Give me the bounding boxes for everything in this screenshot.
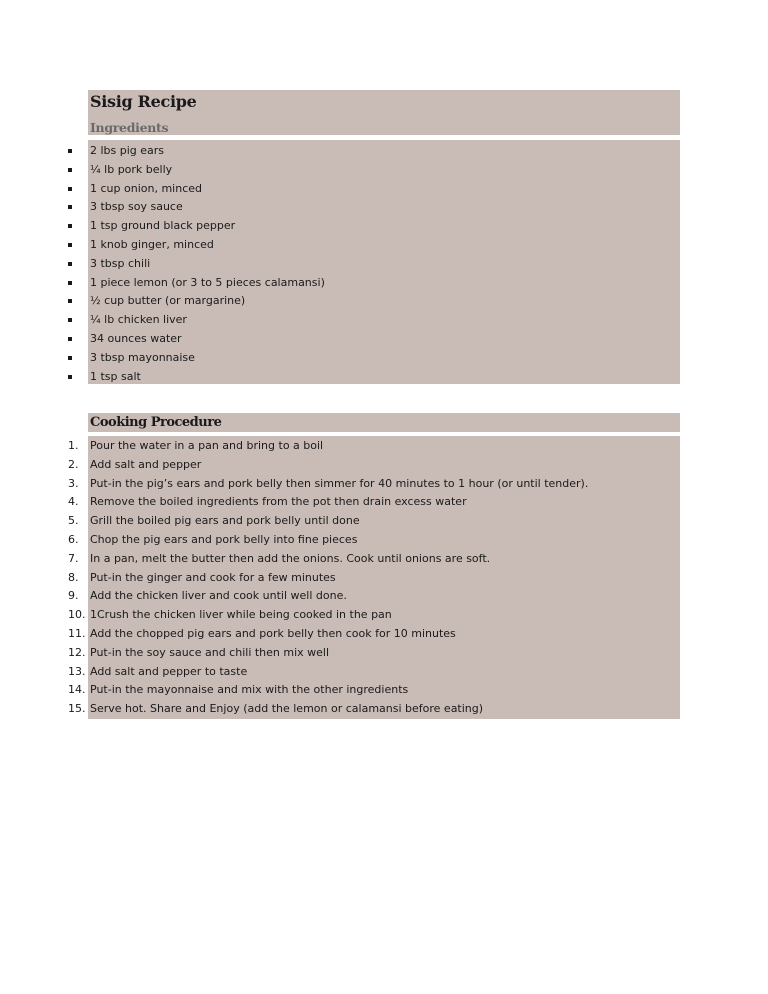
procedure-step: [0, 700, 680, 719]
ingredient-item: [0, 142, 680, 161]
step-number: 12.: [68, 645, 86, 659]
procedure-step: [0, 681, 680, 700]
ingredient-item: [0, 349, 680, 368]
bullet-icon: [68, 224, 72, 228]
step-number: 9.: [68, 589, 79, 603]
bullet-icon: [68, 187, 72, 191]
step-number: 1.: [68, 439, 79, 452]
step-text: Remove the boiled ingredients from the pot then drain excess water: [90, 495, 467, 509]
procedure-step: [0, 456, 680, 475]
bullet-icon: [68, 318, 72, 322]
bullet-icon: [68, 149, 72, 153]
ingredients-heading: Ingredients: [90, 120, 169, 135]
step-number: 5.: [68, 514, 79, 528]
step-number: 3.: [68, 476, 79, 490]
procedure-step: [0, 587, 680, 606]
ingredient-item: [0, 330, 680, 349]
page-title: Sisig Recipe: [90, 92, 197, 111]
ingredient-text: 1 piece lemon (or 3 to 5 pieces calamansi): [90, 275, 325, 289]
ingredient-item: [0, 368, 680, 387]
step-number: 2.: [68, 457, 79, 471]
procedure-heading: Cooking Procedure: [90, 415, 222, 430]
step-text: Add salt and pepper: [90, 457, 202, 471]
procedure-step: [0, 569, 680, 588]
step-number: 10.: [68, 608, 86, 622]
bullet-icon: [68, 262, 72, 266]
ingredient-item: [0, 292, 680, 311]
step-text: Pour the water in a pan and bring to a boil: [90, 439, 324, 452]
procedure-step: [0, 663, 680, 682]
ingredient-text: 2 lbs pig ears: [90, 144, 165, 157]
ingredient-text: ½ cup butter (or margarine): [90, 294, 246, 308]
procedure-step: [0, 625, 680, 644]
step-text: Add salt and pepper to taste: [90, 664, 248, 678]
step-number: 4.: [68, 495, 79, 509]
step-text: Add the chopped pig ears and pork belly then cook for 10 minutes: [90, 627, 456, 640]
ingredient-item: [0, 311, 680, 330]
ingredient-text: 1 tsp salt: [90, 369, 141, 383]
ingredient-item: [0, 180, 680, 199]
step-number: 7.: [68, 551, 79, 565]
ingredient-item: [0, 236, 680, 255]
ingredient-item: [0, 198, 680, 217]
ingredient-item: [0, 255, 680, 274]
bullet-icon: [68, 375, 72, 379]
bullet-icon: [68, 281, 72, 285]
procedure-step: [0, 606, 680, 625]
step-number: 6.: [68, 533, 79, 546]
procedure-step: [0, 437, 680, 456]
procedure-step: [0, 550, 680, 569]
ingredient-item: [0, 161, 680, 180]
step-text: 1Crush the chicken liver while being cooked in the pan: [90, 608, 392, 622]
ingredient-text: 1 tsp ground black pepper: [90, 219, 236, 233]
bullet-icon: [68, 337, 72, 341]
step-text: Put-in the mayonnaise and mix with the other ingredients: [90, 683, 409, 697]
procedure-step: [0, 475, 680, 494]
ingredient-text: 3 tbsp soy sauce: [90, 200, 183, 214]
step-text: Put-in the soy sauce and chili then mix well: [90, 645, 330, 659]
bullet-icon: [68, 205, 72, 209]
ingredient-text: 3 tbsp mayonnaise: [90, 350, 195, 364]
procedure-step: [0, 531, 680, 550]
bullet-icon: [68, 168, 72, 172]
ingredient-item: [0, 217, 680, 236]
step-number: 11.: [68, 627, 86, 640]
ingredient-text: 1 knob ginger, minced: [90, 238, 214, 251]
procedure-step: [0, 512, 680, 531]
procedure-step: [0, 644, 680, 663]
bullet-icon: [68, 299, 72, 303]
ingredient-text: 3 tbsp chili: [90, 256, 151, 270]
bullet-icon: [68, 356, 72, 360]
step-number: 15.: [68, 702, 86, 716]
ingredient-text: ¼ lb pork belly: [90, 162, 173, 176]
step-number: 14.: [68, 683, 86, 697]
ingredient-text: ¼ lb chicken liver: [90, 313, 187, 327]
step-text: In a pan, melt the butter then add the onions. Cook until onions are soft.: [90, 551, 491, 565]
step-text: Put-in the pig’s ears and pork belly then simmer for 40 minutes to 1 hour (or until tender).: [90, 476, 589, 490]
step-text: Serve hot. Share and Enjoy (add the lemon or calamansi before eating): [90, 702, 484, 716]
ingredient-text: 34 ounces water: [90, 332, 182, 345]
step-text: Chop the pig ears and pork belly into fine pieces: [90, 533, 358, 546]
bullet-icon: [68, 243, 72, 247]
procedure-step: [0, 493, 680, 512]
ingredient-item: [0, 274, 680, 293]
step-text: Put-in the ginger and cook for a few minutes: [90, 570, 336, 584]
ingredient-text: 1 cup onion, minced: [90, 181, 202, 195]
step-text: Add the chicken liver and cook until well done.: [90, 589, 347, 603]
step-number: 8.: [68, 570, 79, 584]
step-text: Grill the boiled pig ears and pork belly until done: [90, 514, 360, 528]
step-number: 13.: [68, 664, 86, 678]
